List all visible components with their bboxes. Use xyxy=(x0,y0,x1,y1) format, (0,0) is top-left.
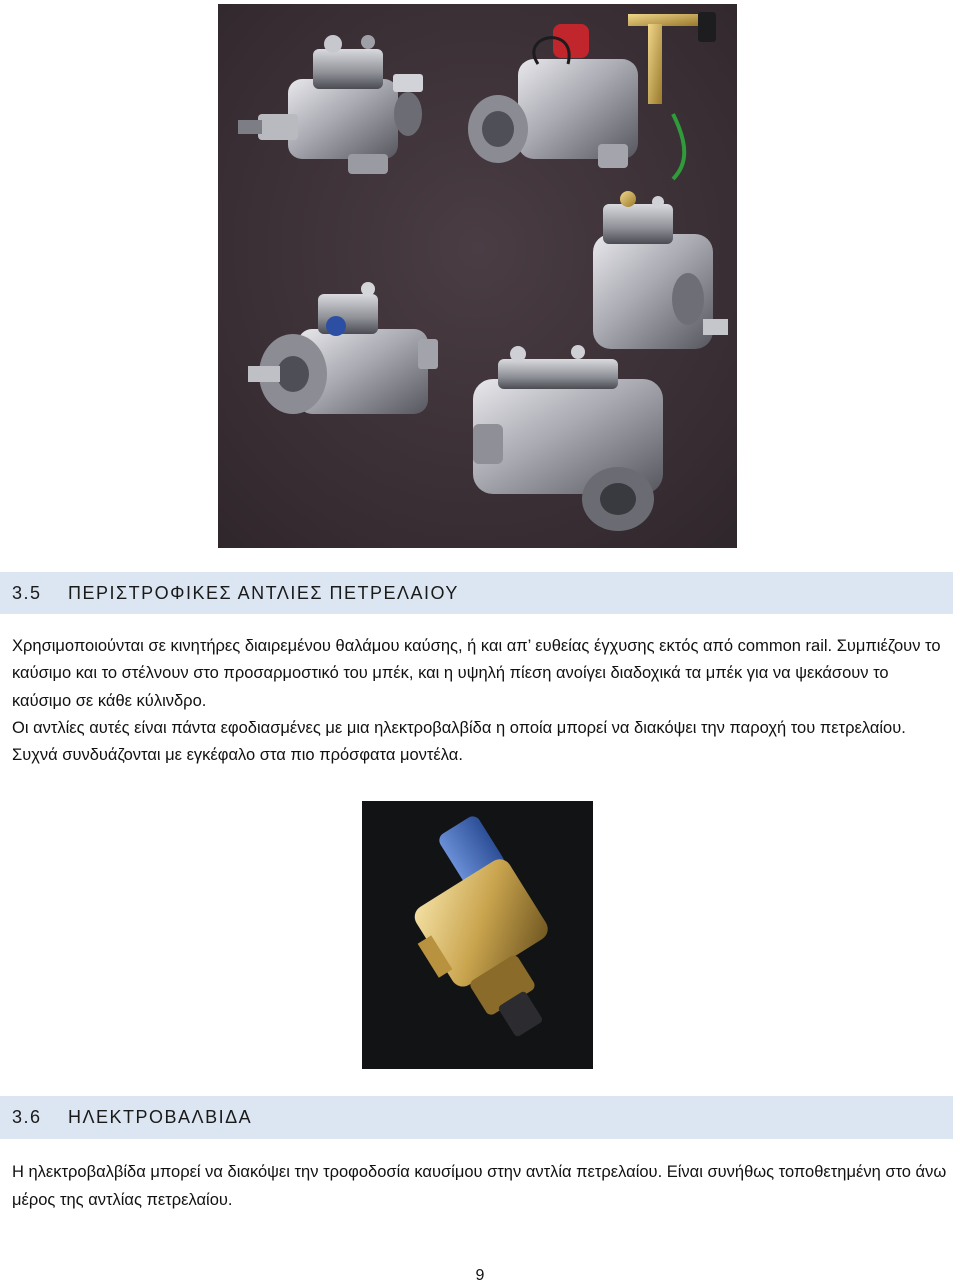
section-3-5-body xyxy=(12,633,952,769)
section-title: ΗΛΕΚΤΡΟΒΑΛΒΙΔΑ xyxy=(68,1107,253,1127)
page-number: 9 xyxy=(475,1267,485,1284)
pumps-photo xyxy=(218,4,737,548)
section-title: ΠΕΡΙΣΤΡΟΦΙΚΕΣ ΑΝΤΛΙΕΣ ΠΕΤΡΕΛΑΙΟΥ xyxy=(68,582,459,603)
section-number: 3.6 xyxy=(12,1107,42,1127)
paragraph: Οι αντλίες αυτές είναι πάντα εφοδιασμένες με μια ηλεκτροβαλβίδα η οποία μπορεί να διακόψει την παροχή του πετρελαίου. Συχνά συνδυάζονται με εγκέφαλο στα πιο πρόσφατα μοντέλα. xyxy=(12,718,906,765)
paragraph: Η ηλεκτροβαλβίδα μπορεί να διακόψει την τροφοδοσία καυσίμου στην αντλία πετρελαίου. Είναι συνήθως τοποθετημένη στο άνω μέρος της αντλίας πετρελαίου. xyxy=(12,1163,947,1209)
section-heading-3-5 xyxy=(0,572,953,614)
section-heading-3-6 xyxy=(0,1096,953,1139)
solenoid-valve-photo xyxy=(362,801,593,1069)
paragraph: Χρησιμοποιούνται σε κινητήρες διαιρεμένου θαλάμου καύσης, ή και απ’ ευθείας έγχυσης εκτός από common rail. Συμπιέζουν το καύσιμο και το στέλνουν στο προσαρμοστικό του μπέκ, και η υψηλή πίεση ανοίγει διαδοχικά τα μπέκ για να ψεκάσουν το καύσιμο σε κάθε κύλινδρο. xyxy=(12,637,941,710)
section-3-6-body xyxy=(12,1158,952,1214)
section-number: 3.5 xyxy=(12,582,42,603)
